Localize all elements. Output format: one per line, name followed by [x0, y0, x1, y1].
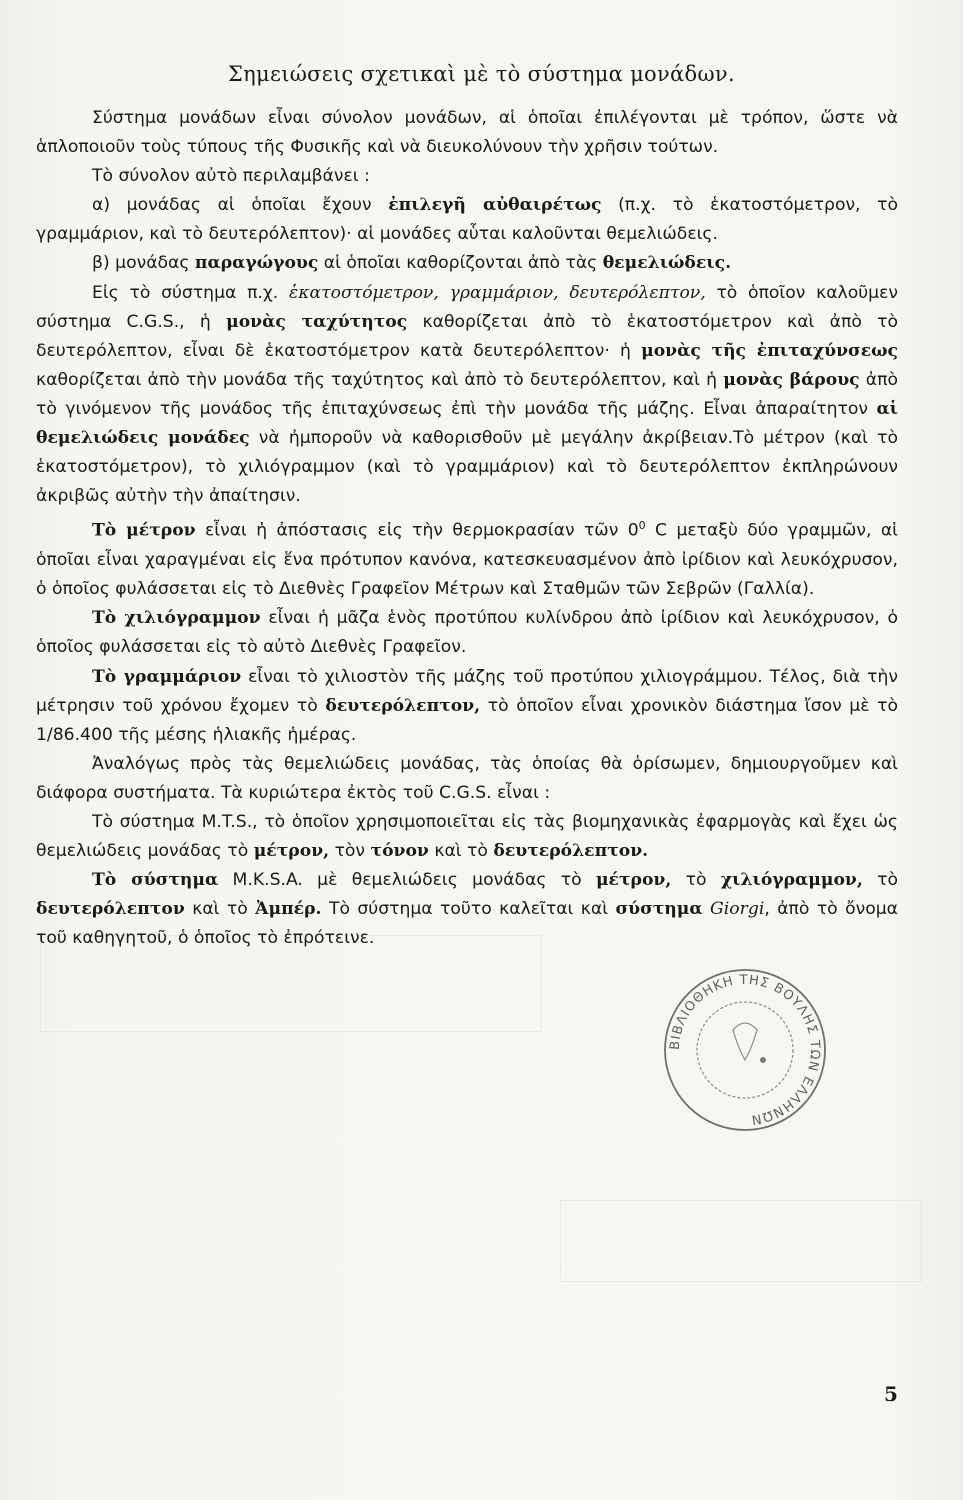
degree-superscript: 0	[638, 519, 646, 533]
bold-term: σύστημα	[615, 899, 703, 920]
stamp-lettering: ΒΙΒΛΙΟΘΗΚΗ ΤΗΣ ΒΟΥΛΗΣ ΤΩΝ ΕΛΛΗΝΩΝ	[667, 972, 823, 1127]
paragraph-beta	[36, 249, 898, 278]
bold-term: τόνον	[370, 841, 429, 862]
bold-term: μονὰς βάρους	[723, 369, 860, 390]
paragraph-definition: Σύστημα μονάδων εἶναι σύνολον μονάδων, αἱ ὁποῖαι ἐπιλέγονται μὲ τρόπον, ὥστε νὰ ἁπλοποιοῦν τοὺς τύπους τῆς Φυσικῆς καὶ νὰ διευκολύνουν τὴν χρῆσιν τούτων.	[36, 108, 898, 158]
library-stamp	[655, 960, 835, 1140]
text-run: M.K.S.A. μὲ θεμελιώδεις μονάδας τὸ	[218, 870, 596, 891]
paragraph-metre	[36, 511, 898, 604]
text-run: β) μονάδας	[92, 253, 195, 274]
bold-term: μονὰς τῆς ἐπιταχύνσεως	[641, 340, 898, 361]
bold-term: Τὸ γραμμάριον	[92, 666, 242, 687]
bold-term: Τὸ μέτρον	[92, 521, 196, 542]
text-run: (π.χ. τὸ ἑκατοστόμετρον, τὸ γραμμάριον, καὶ τὸ δευτερόλεπτον)· αἱ μονάδες αὗται καλοῦνται θεμελιώδεις.	[36, 195, 899, 245]
page-title: Σημειώσεις σχετικαὶ μὲ τὸ σύστημα μονάδων.	[228, 62, 735, 86]
text-run: καὶ τὸ	[428, 841, 494, 862]
bold-term: χιλιόγραμμον,	[720, 870, 863, 891]
paragraph-gram	[36, 663, 898, 750]
paragraph-mksa	[36, 866, 898, 953]
bold-term: δευτερόλεπτον	[36, 899, 185, 920]
stamp-dot-icon	[760, 1057, 766, 1063]
bold-term: ἐπιλεγῆ αὐθαιρέτως	[388, 195, 602, 216]
paragraph-kilogram	[36, 604, 898, 662]
stamp-emblem	[733, 1023, 757, 1060]
page-number: 5	[884, 1382, 898, 1406]
text-run: τὸ ὁποῖον εἶναι χρονικὸν διάστημα ἴσον μὲ τὸ 1/86.400 τῆς μέσης ἡλιακῆς ἡμέρας.	[36, 695, 899, 745]
bold-term: μέτρον,	[595, 870, 672, 891]
show-through-frame	[560, 1200, 922, 1282]
text-run: καθορίζεται ἀπὸ τὸ ἑκατοστόμετρον καὶ ἀπὸ τὸ δευτερόλεπτον, εἶναι δὲ ἑκατοστόμετρον κατὰ δευτερόλεπτον· ἡ	[36, 311, 898, 361]
text-run: εἶναι ἡ ἀπόστασις εἰς τὴν θερμοκρασίαν τῶν 0	[195, 521, 639, 542]
text-run: Τὸ σύστημα τοῦτο καλεῖται καὶ	[321, 899, 616, 920]
italic-term: Giorgi	[710, 899, 765, 920]
bold-term: μονὰς ταχύτητος	[226, 311, 408, 332]
bold-term: Ἀμπέρ.	[255, 899, 322, 920]
italic-term: ἑκατοστόμετρον, γραμμάριον, δευτερόλεπτον,	[289, 282, 706, 303]
text-run: καθορίζεται ἀπὸ τὴν μονάδα τῆς ταχύτητος καὶ ἀπὸ τὸ δευτερόλεπτον, καὶ ἡ	[36, 369, 724, 390]
text-run: τὸ	[671, 870, 721, 891]
text-run: αἱ ὁποῖαι καθορίζονται ἀπὸ τὰς	[318, 253, 603, 274]
paragraph-cgs	[36, 279, 898, 512]
text-run: εἶναι τὸ χιλιοστὸν τῆς μάζης τοῦ προτύπου χιλιογράμμου. Τέλος, διὰ τὴν μέτρησιν τοῦ χρόνου ἔχομεν τὸ	[36, 666, 898, 716]
paragraph-alpha	[36, 191, 898, 249]
text-run: τὸν	[329, 841, 371, 862]
text-run: Τὸ σύστημα M.T.S., τὸ ὁποῖον χρησιμοποιεῖται εἰς τὰς βιομηχανικὰς ἐφαρμογὰς καὶ ἔχει ὡς θεμελιώδεις μονάδας τὸ	[36, 811, 898, 862]
bold-term: Τὸ σύστημα	[92, 870, 219, 891]
text-run: , ἀπὸ τὸ ὄνομα τοῦ καθηγητοῦ, ὁ ὁποῖος τὸ ἐπρότεινε.	[36, 899, 898, 949]
text-run: ἀπὸ τὸ γινόμενον τῆς μονάδος τῆς ἐπιταχύνσεως ἐπὶ τὴν μονάδα τῆς μάζης. Εἶναι ἀπαραίτητον	[36, 369, 898, 419]
bold-term: παραγώγους	[194, 253, 319, 274]
text-run: εἶναι ἡ μᾶζα ἑνὸς προτύπου κυλίνδρου ἀπὸ ἰρίδιον καὶ λευκόχρυσον, ὁ ὁποῖος φυλάσσεται εἰς τὸ αὐτὸ Διεθνὲς Γραφεῖον.	[36, 608, 898, 658]
text-run: τὸ ὁποῖον καλοῦμεν σύστημα C.G.S., ἡ	[36, 282, 899, 332]
bold-term: θεμελιώδεις.	[602, 253, 732, 274]
bold-term: μέτρον,	[253, 841, 330, 862]
paragraph-systems: Ἀναλόγως πρὸς τὰς θεμελιώδεις μονάδας, τὰς ὁποίας θὰ ὁρίσωμεν, δημιουργοῦμεν καὶ διάφορα συστήματα. Τὰ κυριώτερα ἐκτὸς τοῦ C.G.S. εἶναι :	[36, 753, 898, 803]
text-run: νὰ ἠμποροῦν νὰ καθορισθοῦν μὲ μεγάλην ἀκρίβειαν.Τὸ μέτρον (καὶ τὸ ἑκατοστόμετρον), τὸ χιλιόγραμμον (καὶ τὸ γραμμάριον) καὶ τὸ δευτερόλεπτον ἐκπληρώνουν ἀκριβῶς αὐτὴν τὴν ἀπαίτησιν.	[36, 428, 898, 507]
text-run: Εἰς τὸ σύστημα π.χ.	[92, 282, 290, 303]
bold-term: αἱ θεμελιώδεις μονάδες	[36, 398, 898, 449]
text-run: α) μονάδας αἱ ὁποῖαι ἔχουν	[92, 195, 389, 216]
body-text	[36, 104, 898, 953]
paragraph-mts	[36, 808, 898, 866]
stamp-outer-ring	[665, 970, 825, 1130]
text-run: καὶ τὸ	[184, 899, 256, 920]
bold-term: δευτερόλεπτον,	[325, 695, 481, 716]
paragraph-includes: Τὸ σύνολον αὐτὸ περιλαμβάνει :	[92, 166, 370, 187]
bold-term: Τὸ χιλιόγραμμον	[92, 608, 261, 629]
text-run: τὸ	[862, 870, 899, 891]
text-run: C μεταξὺ δύο γραμμῶν, αἱ ὁποῖαι εἶναι χαραγμέναι εἰς ἕνα πρότυπον κανόνα, κατεσκευασμένον ἀπὸ ἰρίδιον καὶ λευκόχρυσον, ὁ ὁποῖος φυλάσσεται εἰς τὸ Διεθνὲς Γραφεῖον Μέτρων καὶ Σταθμῶν τῶν Σεβρῶν (Γαλλία).	[36, 521, 898, 600]
bold-term: δευτερόλεπτον.	[493, 841, 649, 862]
stamp-inner-ring	[697, 1002, 793, 1098]
